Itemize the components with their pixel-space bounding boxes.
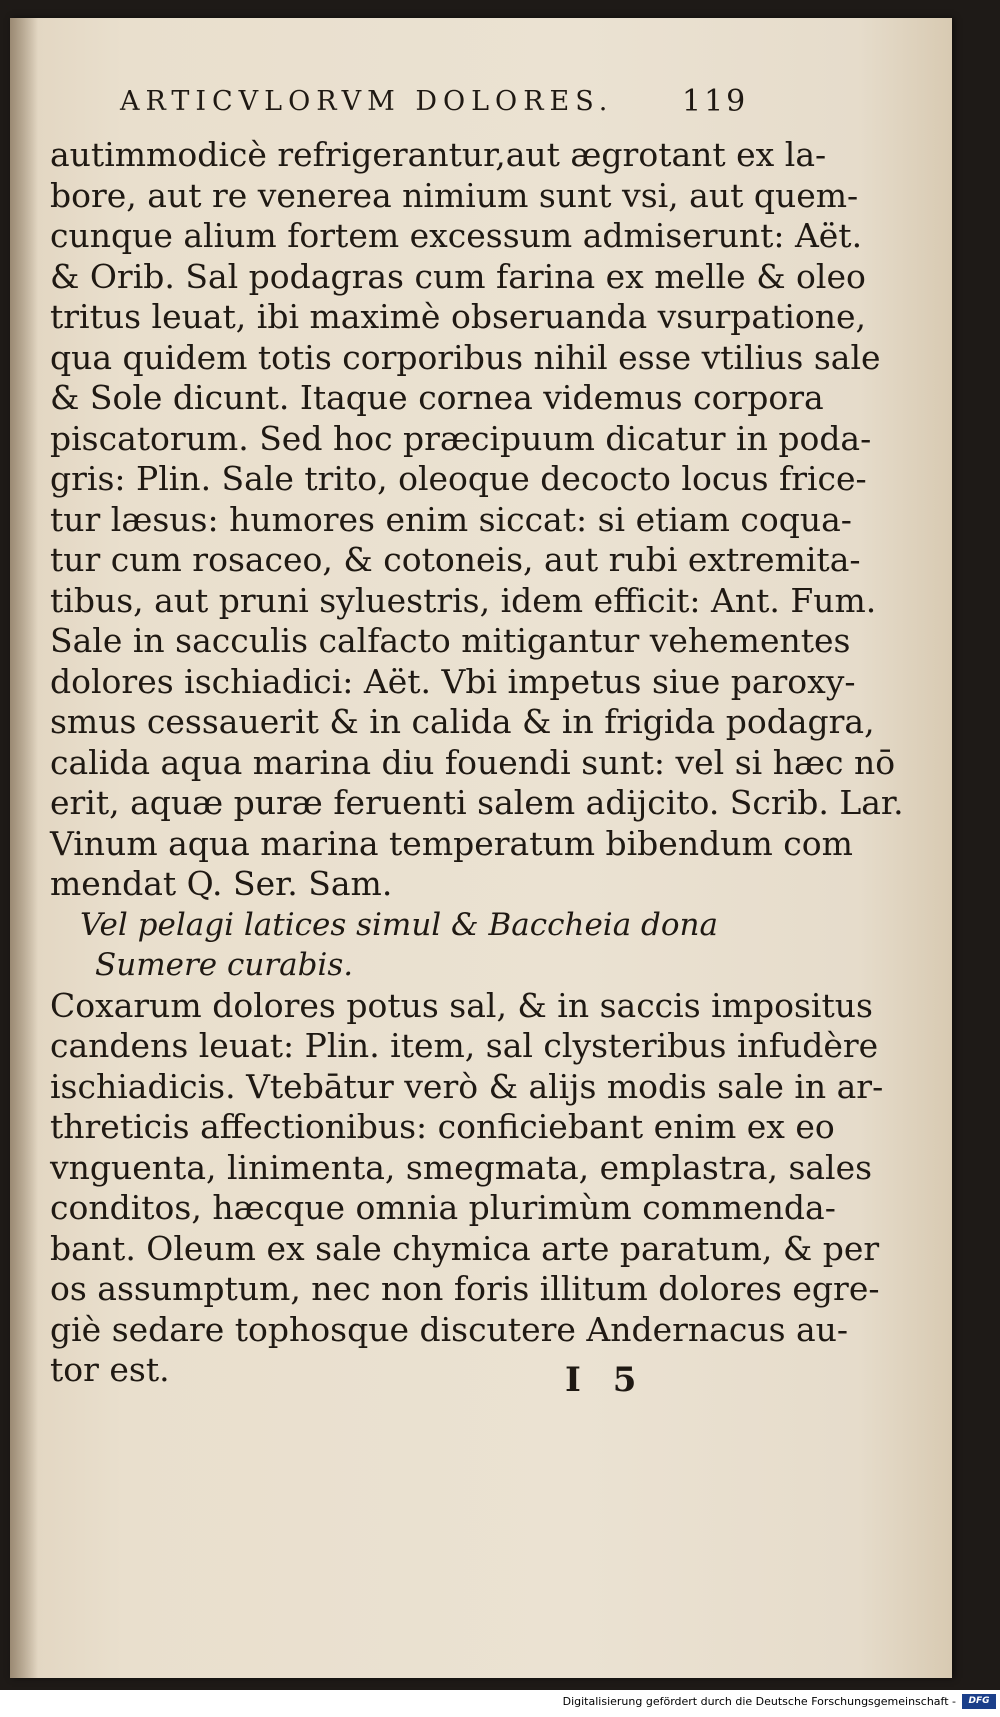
text-line: ischiadicis. Vtebātur verò & alijs modis sale in ar- xyxy=(50,1066,884,1106)
text-line: tor est. xyxy=(50,1350,170,1389)
page-number: 119 xyxy=(682,84,749,119)
text-line: tur cum rosaceo, & cotoneis, aut rubi extremita- xyxy=(50,540,861,579)
text-line: dolores ischiadici: Aët. Vbi impetus siue paroxy- xyxy=(50,661,856,701)
text-line: autimmodicè refrigerantur,aut ægrotant ex la- xyxy=(50,135,827,174)
text-line: smus cessauerit & in calida & in frigida podagra, xyxy=(50,702,875,741)
text-line: vnguenta, linimenta, smegmata, emplastra, sales xyxy=(50,1147,873,1187)
body-text xyxy=(50,135,904,1391)
text-line: Vinum aqua marina temperatum bibendum com xyxy=(50,823,853,863)
text-line: mendat Q. Ser. Sam. xyxy=(50,864,393,903)
book-page xyxy=(10,18,952,1678)
text-line: tibus, aut pruni syluestris, idem efficit: Ant. Fum. xyxy=(50,580,877,620)
text-line: os assumptum, nec non foris illitum dolores egre- xyxy=(50,1269,880,1308)
text-line: erit, aquæ puræ feruenti salem adijcito. Scrib. Lar. xyxy=(50,783,904,822)
text-line: qua quidem totis corporibus nihil esse vtilius sale xyxy=(50,337,881,377)
text-line: bant. Oleum ex sale chymica arte paratum, & per xyxy=(50,1228,880,1268)
text-line: threticis affectionibus: conficiebant enim ex eo xyxy=(50,1107,835,1146)
page-gutter-shadow xyxy=(10,18,38,1678)
text-line: & Sole dicunt. Itaque cornea videmus corpora xyxy=(50,378,824,417)
text-line: Sale in sacculis calfacto mitigantur vehementes xyxy=(50,621,851,660)
dfg-logo: DFG xyxy=(962,1694,996,1709)
text-line: gris: Plin. Sale trito, oleoque decocto locus frice- xyxy=(50,459,867,498)
verse-line: Sumere curabis. xyxy=(95,947,354,983)
text-line: piscatorum. Sed hoc præcipuum dicatur in poda- xyxy=(50,418,872,458)
text-line: tritus leuat, ibi maximè obseruanda vsurpatione, xyxy=(50,297,867,336)
verse-line: Vel pelagi latices simul & Baccheia dona xyxy=(80,906,718,943)
text-line: candens leuat: Plin. item, sal clysteribus infudère xyxy=(50,1026,879,1065)
text-line: bore, aut re venerea nimium sunt vsi, aut quem- xyxy=(50,175,859,215)
text-line: tur læsus: humores enim siccat: si etiam coqua- xyxy=(50,499,852,539)
text-line: calida aqua marina diu fouendi sunt: vel si hæc nō xyxy=(50,742,896,782)
running-title: ARTICVLORVM DOLORES. xyxy=(120,86,614,117)
text-line: Coxarum dolores potus sal, & in saccis impositus xyxy=(50,985,873,1025)
signature-mark: I 5 xyxy=(565,1360,647,1400)
text-line: cunque alium fortem excessum admiserunt: Aët. xyxy=(50,216,863,255)
text-line: conditos, hæcque omnia plurimùm commenda- xyxy=(50,1188,836,1227)
text-line: giè sedare tophosque discutere Andernacus au- xyxy=(50,1309,849,1349)
footer-bar xyxy=(0,1690,1000,1717)
text-line: & Orib. Sal podagras cum farina ex melle & oleo xyxy=(50,256,866,296)
digitization-credit: Digitalisierung gefördert durch die Deutsche Forschungsgemeinschaft - xyxy=(562,1695,956,1708)
